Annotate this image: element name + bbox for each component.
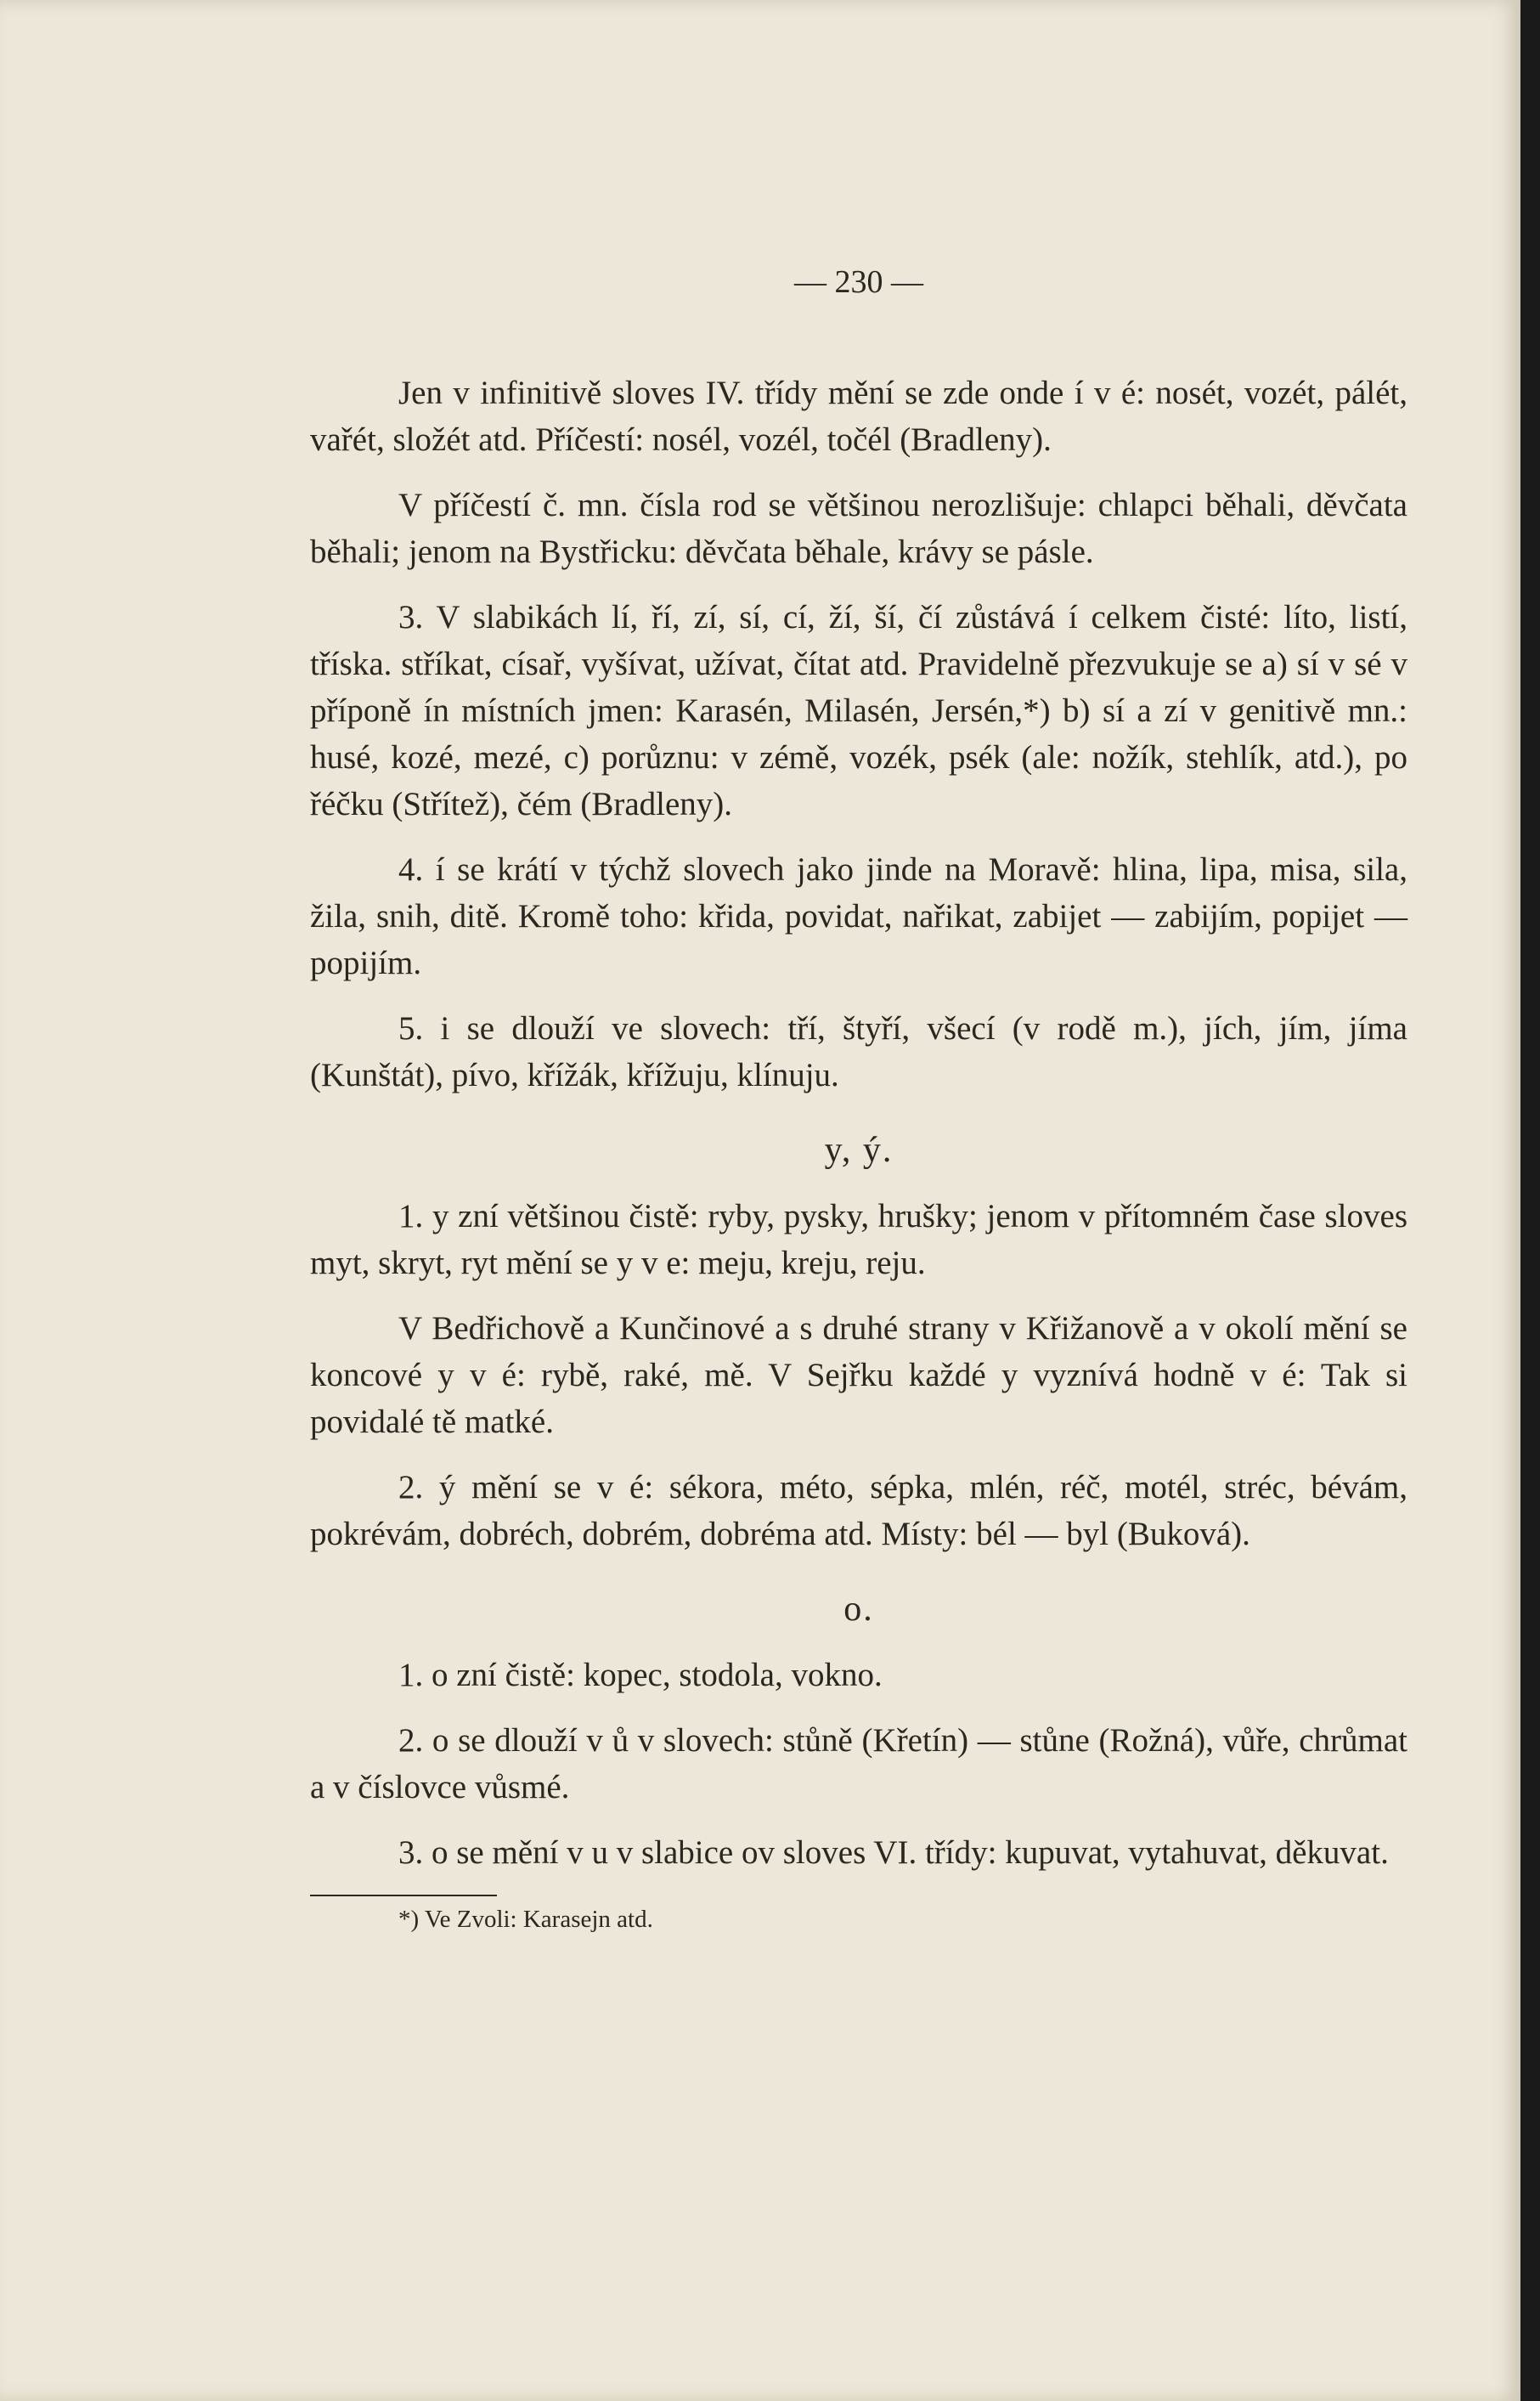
paragraph-3: 3. V slabikách lí, ří, zí, sí, cí, ží, ší, čí zůstává í celkem čisté: líto, listí, tříska. stříkat, císař, vyšívat, užívat, čítat atd. Pravidelně přezvukuje se a) sí v sé v příponě ín místních jmen: Karasén, Milasén, Jersén,*) b) sí a zí v genitivě mn.: husé, kozé, mezé, c) porůznu: v zémě, vozék, psék (ale: nožík, stehlík, atd.), po řéčku (Střítež), čém (Bradleny). xyxy=(310,599,1407,822)
paragraph-1: Jen v infinitivě sloves IV. třídy mění se zde onde í v é: nosét, vozét, pálét, vařét, složét atd. Příčestí: nosél, vozél, točél (Bradleny). xyxy=(310,375,1407,458)
paragraph-y-1: 1. y zní většinou čistě: ryby, pysky, hrušky; jenom v přítomném čase sloves myt, skryt, ryt mění se y v e: meju, kreju, reju. xyxy=(310,1198,1407,1281)
section-heading-o: o. xyxy=(843,1590,874,1629)
paragraph-o-3: 3. o se mění v u v slabice ov sloves VI. třídy: kupuvat, vytahuvat, děkuvat. xyxy=(398,1834,1389,1871)
footnote-divider xyxy=(310,1895,497,1896)
page-number: — 230 — xyxy=(794,264,923,300)
footnote: *) Ve Zvoli: Karasejn atd. xyxy=(398,1906,653,1933)
paragraph-4: 4. í se krátí v týchž slovech jako jinde na Moravě: hlina, lipa, misa, sila, žila, snih, ditě. Kromě toho: křida, povidat, nařikat, zabijet — zabijím, popijet — popijím. xyxy=(310,851,1407,981)
section-heading-y: y, ý. xyxy=(824,1131,894,1170)
paragraph-y-2: V Bedřichově a Kunčinové a s druhé strany v Křižanově a v okolí mění se koncové y v é: rybě, raké, mě. V Sejřku každé y vyznívá hodně v é: Tak si povidalé tě matké. xyxy=(310,1310,1407,1440)
paragraph-o-2: 2. o se dlouží v ů v slovech: stůně (Křetín) — stůne (Rožná), vůře, chrůmat a v číslovce vůsmé. xyxy=(310,1722,1407,1805)
page-text xyxy=(310,259,1407,1935)
paragraph-o-1: 1. o zní čistě: kopec, stodola, vokno. xyxy=(398,1657,883,1693)
paragraph-y-3: 2. ý mění se v é: sékora, méto, sépka, mlén, réč, motél, stréc, bévám, pokrévám, dobréch, dobrém, dobréma atd. Místy: bél — byl (Buková). xyxy=(310,1469,1407,1552)
paragraph-5: 5. i se dlouží ve slovech: tří, štyří, všecí (v rodě m.), jích, jím, jíma (Kunštát), pívo, křížák, křížuju, klínuju. xyxy=(310,1010,1407,1093)
paragraph-2: V příčestí č. mn. čísla rod se většinou nerozlišuje: chlapci běhali, děvčata běhali; jenom na Bystřicku: děvčata běhale, krávy se pásle. xyxy=(310,487,1407,570)
